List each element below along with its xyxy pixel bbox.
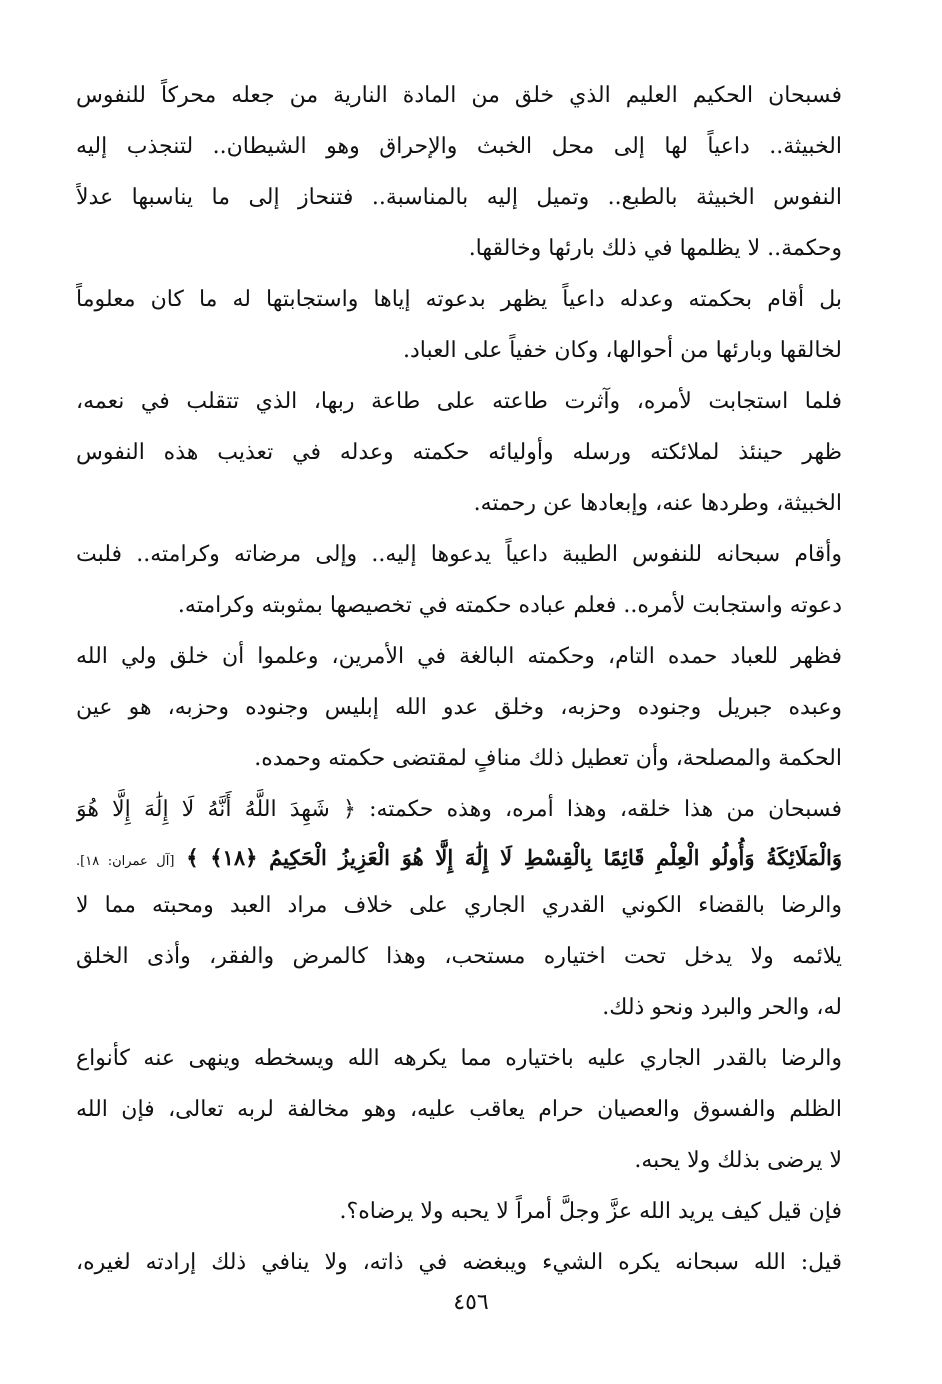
page-body [76,70,842,1288]
text-line: الحكمة والمصلحة، وأن تعطيل ذلك منافٍ لمقتضى حكمته وحمده. [254,746,842,771]
quran-intro-line: فسبحان من هذا خلقه، وهذا أمره، وهذه حكمته: ﴿ شَهِدَ اللَّهُ أَنَّهُ لَا إِلَٰهَ إِلَّا هُوَ [76,797,842,822]
text-line: قيل: الله سبحانه يكره الشيء ويبغضه في ذاته، ولا ينافي ذلك إرادته لغيره، [76,1250,842,1275]
text-line: الخبيثة.. داعياً لها إلى محل الخبث والإحراق وهو الشيطان.. لتنجذب إليه [76,134,842,159]
text-line: ظهر حينئذ لملائكته ورسله وأوليائه حكمته وعدله في تعذيب هذه النفوس [76,440,842,465]
text-line: لخالقها وبارئها من أحوالها، وكان خفياً على العباد. [403,338,842,363]
text-line: وحكمة.. لا يظلمها في ذلك بارئها وخالقها. [468,236,842,261]
text-line: فلما استجابت لأمره، وآثرت طاعته على طاعة ربها، الذي تتقلب في نعمه، [76,389,842,414]
text-line: فإن قيل كيف يريد الله عزَّ وجلَّ أمراً لا يحبه ولا يرضاه؟. [339,1199,842,1224]
text-line: لا يرضى بذلك ولا يحبه. [634,1148,842,1173]
text-line: فسبحان الحكيم العليم الذي خلق من المادة النارية من جعله محركاً للنفوس [76,83,842,108]
text-line: له، والحر والبرد ونحو ذلك. [602,995,842,1020]
quran-verse-line [76,835,842,880]
text-line: النفوس الخبيثة بالطبع.. وتميل إليه بالمناسبة.. فتنحاز إلى ما يناسبها عدلاً [76,185,842,210]
verse-reference: [آل عمران: ١٨]. [76,854,175,869]
text-line: فظهر للعباد حمده التام، وحكمته البالغة في الأمرين، وعلموا أن خلق ولي الله [76,644,842,669]
text-line: الظلم والفسوق والعصيان حرام يعاقب عليه، وهو مخالفة لربه تعالى، فإن الله [76,1097,842,1122]
quran-verse-text: وَالْمَلَائِكَةُ وَأُولُو الْعِلْمِ قَائِمًا بِالْقِسْطِ لَا إِلَٰهَ إِلَّا هُوَ الْعَزِيزُ الْحَكِيمُ ﴿١٨﴾ ﴾ [186,845,842,870]
text-line: وأقام سبحانه للنفوس الطيبة داعياً يدعوها إليه.. وإلى مرضاته وكرامته.. فلبت [76,542,842,567]
text-line: دعوته واستجابت لأمره.. فعلم عباده حكمته في تخصيصها بمثوبته وكرامته. [177,593,842,618]
text-line: وعبده جبريل وجنوده وحزبه، وخلق عدو الله إبليس وجنوده وحزبه، هو عين [76,695,842,720]
text-line: الخبيثة، وطردها عنه، وإبعادها عن رحمته. [473,491,842,516]
page-number: ٤٥٦ [453,1290,489,1315]
text-line: والرضا بالقضاء الكوني القدري الجاري على خلاف مراد العبد ومحبته مما لا [76,893,842,918]
text-line: يلائمه ولا يدخل تحت اختياره مستحب، وهذا كالمرض والفقر، وأذى الخلق [76,944,842,969]
text-line: والرضا بالقدر الجاري عليه باختياره مما يكرهه الله ويسخطه وينهى عنه كأنواع [76,1046,842,1071]
text-line: بل أقام بحكمته وعدله داعياً يظهر بدعوته إياها واستجابتها له ما كان معلوماً [76,287,842,312]
